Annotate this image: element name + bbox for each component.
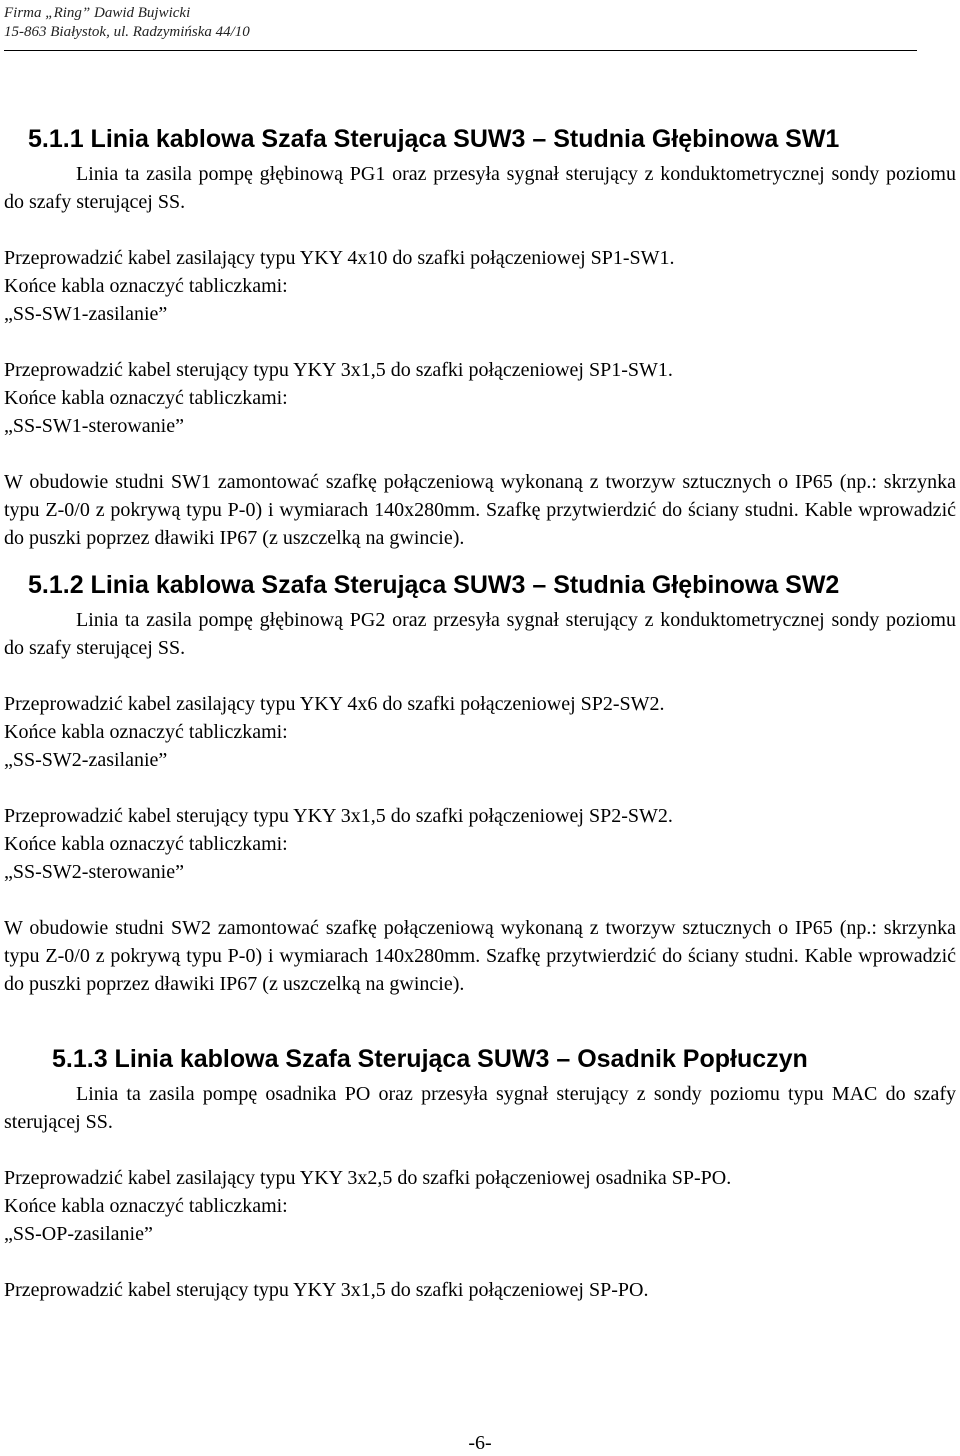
power-cable-instruction [4, 690, 956, 774]
power-cable-line: Przeprowadzić kabel zasilający typu YKY 4x10 do szafki połączeniowej SP1-SW1. [4, 247, 675, 269]
power-cable-line: Przeprowadzić kabel zasilający typu YKY 3x2,5 do szafki połączeniowej osadnika SP-PO. [4, 1167, 732, 1189]
company-header [4, 4, 250, 42]
enclosure-instruction: W obudowie studni SW1 zamontować szafkę połączeniową wykonaną z tworzyw sztucznych o IP65 (np.: skrzynka typu Z-0/0 z pokrywą typu P-0) i wymiarach 140x280mm. Szafkę przytwierdzić do ściany studni. Kable wprowadzić do puszki poprzez dławiki IP67 (z uszczelką na gwincie). [4, 471, 956, 549]
label-instruction: Końce kabla oznaczyć tabliczkami: [4, 721, 288, 743]
cable-label: „SS-OP-zasilanie” [4, 1223, 153, 1245]
cable-label: „SS-SW2-zasilanie” [4, 749, 168, 771]
section-intro: Linia ta zasila pompę głębinową PG2 oraz przesyła sygnał sterujący z konduktometrycznej sondy poziomu do szafy sterującej SS. [4, 609, 956, 659]
cable-label: „SS-SW2-sterowanie” [4, 861, 184, 883]
cable-label: „SS-SW1-zasilanie” [4, 303, 168, 325]
control-cable-instruction [4, 802, 956, 886]
section-title: 5.1.1 Linia kablowa Szafa Sterująca SUW3 – Studnia Głębinowa SW1 [28, 125, 840, 153]
label-instruction: Końce kabla oznaczyć tabliczkami: [4, 833, 288, 855]
header-divider [4, 50, 917, 51]
company-name: Firma „Ring” Dawid Bujwicki [4, 5, 191, 21]
section-title: 5.1.3 Linia kablowa Szafa Sterująca SUW3 – Osadnik Popłuczyn [52, 1045, 808, 1073]
section-5-1-2 [4, 570, 956, 998]
document-body [4, 124, 956, 1322]
control-cable-instruction [4, 1276, 956, 1304]
control-cable-instruction [4, 356, 956, 440]
section-intro: Linia ta zasila pompę głębinową PG1 oraz przesyła sygnał sterujący z konduktometrycznej sondy poziomu do szafy sterującej SS. [4, 163, 956, 213]
section-title: 5.1.2 Linia kablowa Szafa Sterująca SUW3 – Studnia Głębinowa SW2 [28, 571, 840, 599]
control-cable-line: Przeprowadzić kabel sterujący typu YKY 3x1,5 do szafki połączeniowej SP-PO. [4, 1279, 649, 1301]
page-number: -6- [468, 1432, 492, 1454]
control-cable-line: Przeprowadzić kabel sterujący typu YKY 3x1,5 do szafki połączeniowej SP2-SW2. [4, 805, 673, 827]
enclosure-instruction: W obudowie studni SW2 zamontować szafkę połączeniową wykonaną z tworzyw sztucznych o IP65 (np.: skrzynka typu Z-0/0 z pokrywą typu P-0) i wymiarach 140x280mm. Szafkę przytwierdzić do ściany studni. Kable wprowadzić do puszki poprzez dławiki IP67 (z uszczelką na gwincie). [4, 917, 956, 995]
section-5-1-1 [4, 124, 956, 552]
power-cable-line: Przeprowadzić kabel zasilający typu YKY 4x6 do szafki połączeniowej SP2-SW2. [4, 693, 665, 715]
label-instruction: Końce kabla oznaczyć tabliczkami: [4, 1195, 288, 1217]
control-cable-line: Przeprowadzić kabel sterujący typu YKY 3x1,5 do szafki połączeniowej SP1-SW1. [4, 359, 673, 381]
cable-label: „SS-SW1-sterowanie” [4, 415, 184, 437]
section-5-1-3 [4, 1044, 956, 1304]
label-instruction: Końce kabla oznaczyć tabliczkami: [4, 387, 288, 409]
power-cable-instruction [4, 244, 956, 328]
power-cable-instruction [4, 1164, 956, 1248]
label-instruction: Końce kabla oznaczyć tabliczkami: [4, 275, 288, 297]
section-intro: Linia ta zasila pompę osadnika PO oraz przesyła sygnał sterujący z sondy poziomu typu MAC do szafy sterującej SS. [4, 1083, 956, 1133]
company-address: 15-863 Białystok, ul. Radzymińska 44/10 [4, 24, 250, 40]
